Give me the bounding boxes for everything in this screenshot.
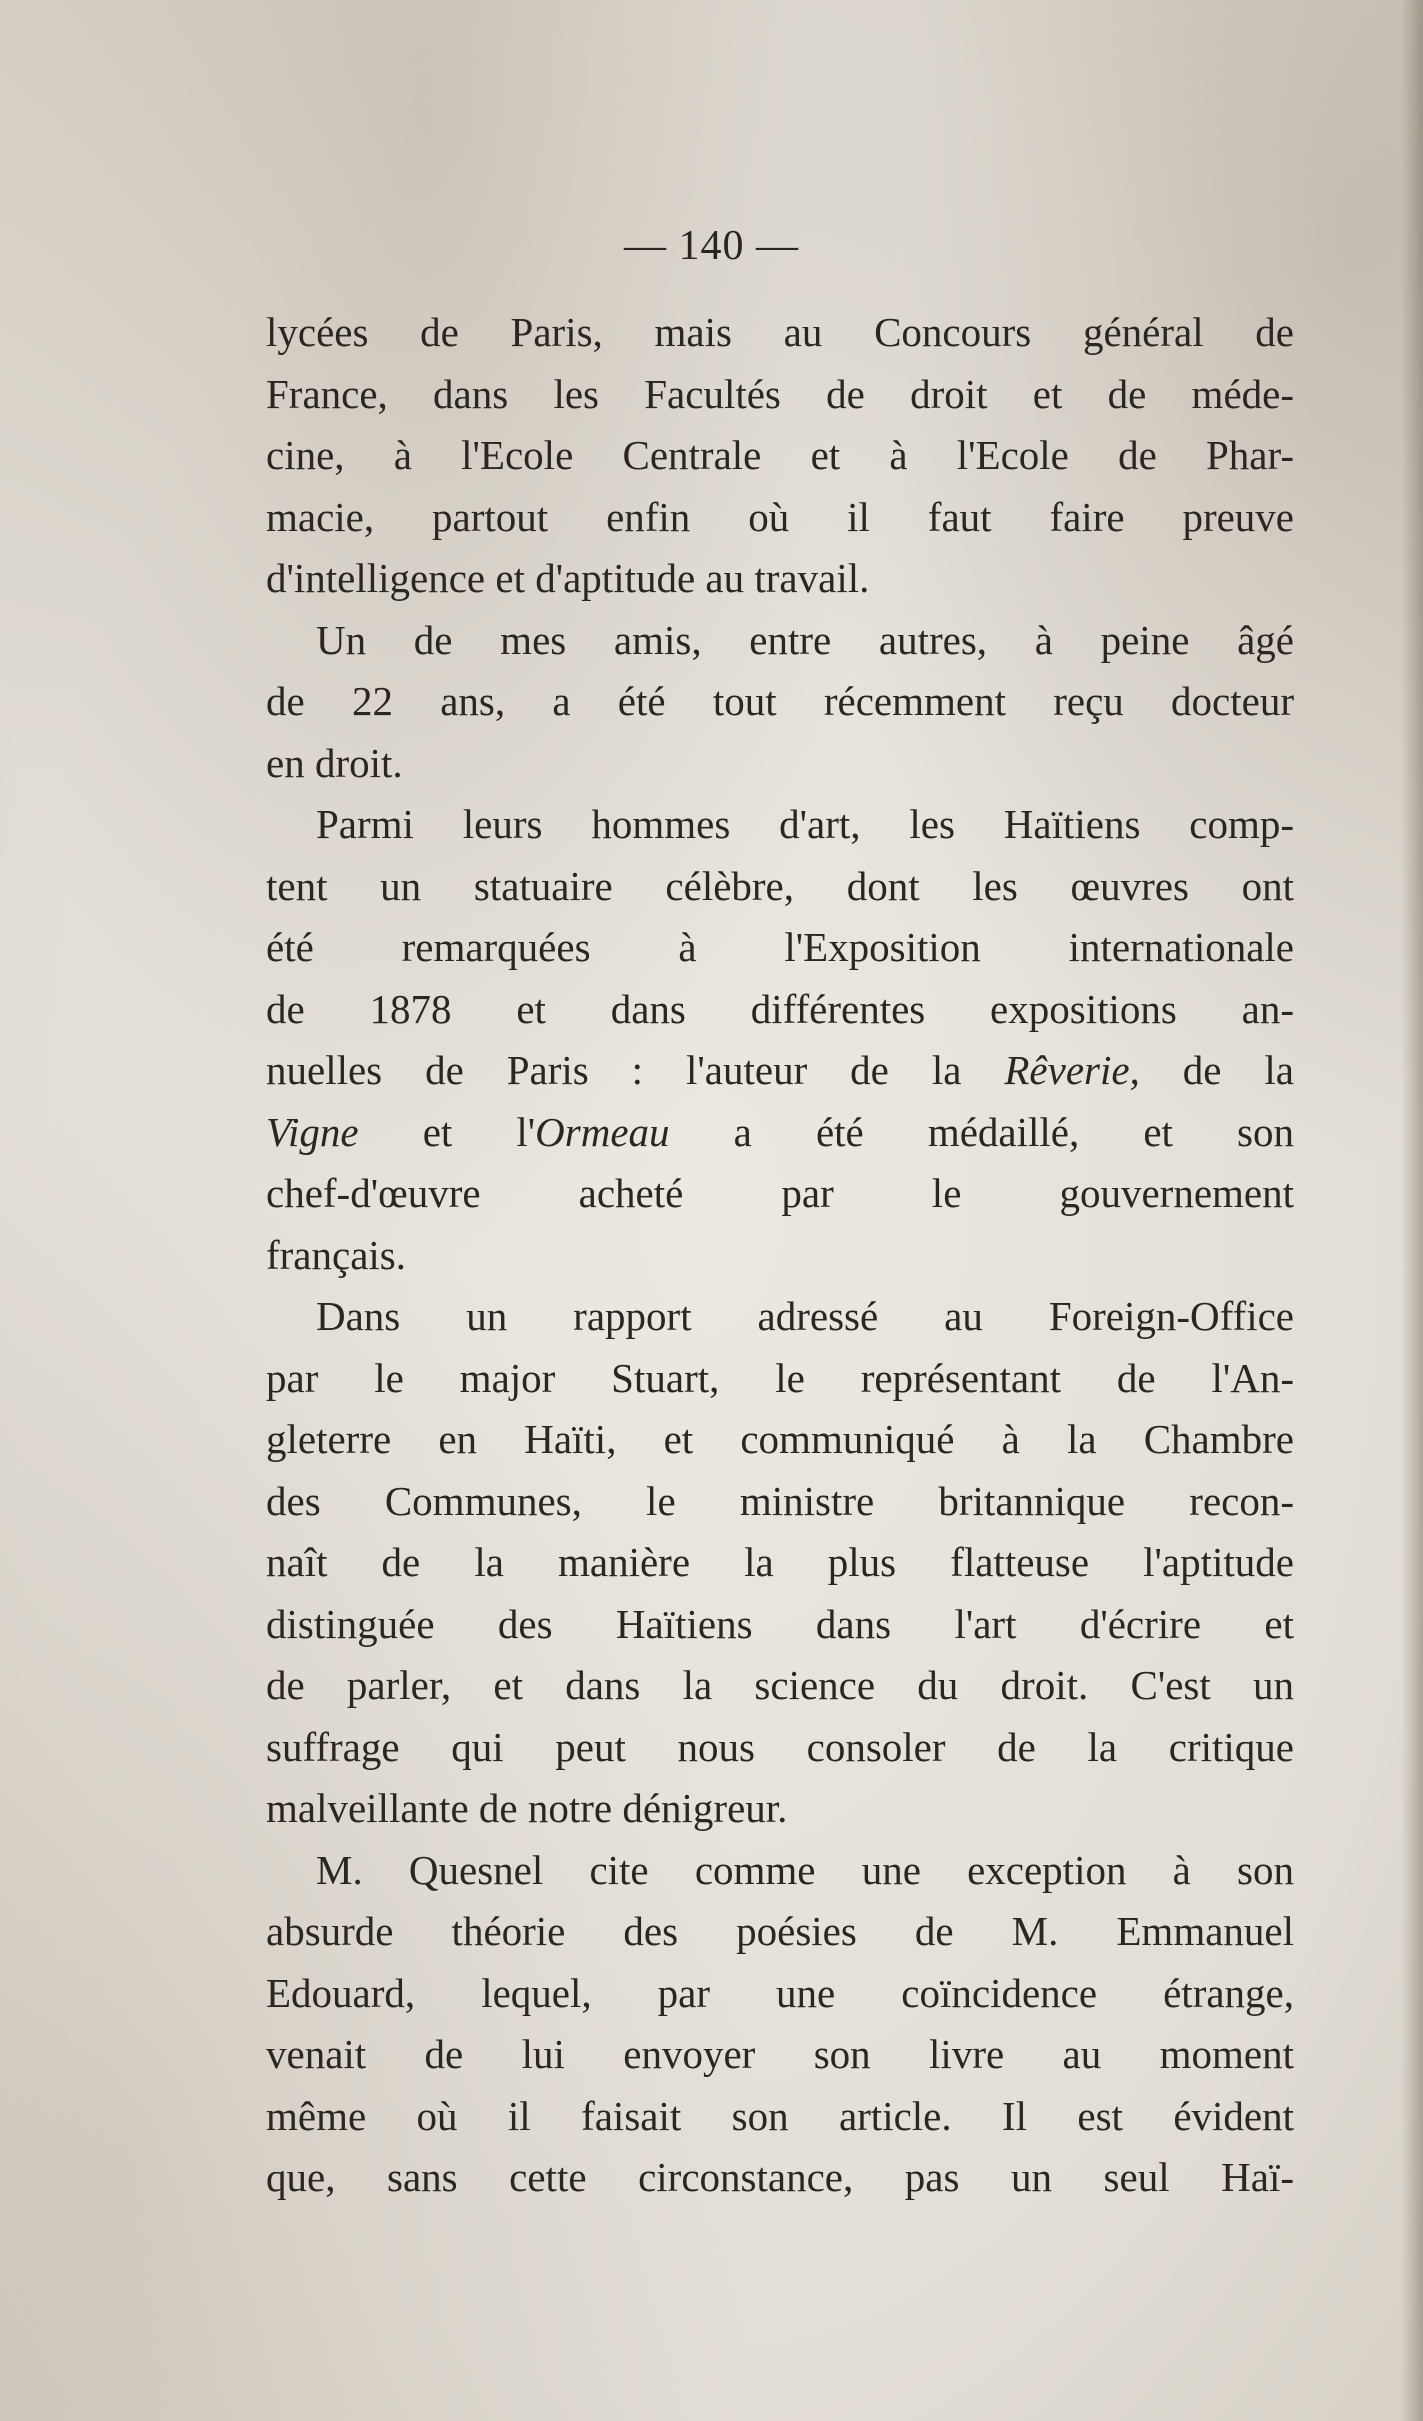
text-segment: et l' xyxy=(358,1108,536,1155)
page-edge-shadow xyxy=(1401,0,1423,2421)
text-line: des Communes, le ministre britannique recon- xyxy=(266,1477,1294,1524)
text-line: français. xyxy=(266,1231,406,1278)
text-line: chef-d'œuvre acheté par le gouvernement xyxy=(266,1170,1294,1216)
text-line: venait de lui envoyer son livre au moment xyxy=(266,2031,1294,2077)
text-line: de 1878 et dans différentes expositions an- xyxy=(266,985,1294,1032)
text-line: distinguée des Haïtiens dans l'art d'écrire et xyxy=(266,1600,1294,1647)
text-line: même où il faisait son article. Il est évident xyxy=(266,2092,1294,2139)
text-line: naît de la manière la plus flatteuse l'aptitude xyxy=(266,1539,1294,1585)
text-line: M. Quesnel cite comme une exception à son xyxy=(316,1846,1294,1893)
text-segment: de la xyxy=(1139,1047,1294,1093)
text-line: Dans un rapport adressé au Foreign-Office xyxy=(316,1293,1294,1339)
body-text xyxy=(266,302,1294,2209)
text-line: cine, à l'Ecole Centrale et à l'Ecole de Phar- xyxy=(266,432,1294,478)
text-line: Parmi leurs hommes d'art, les Haïtiens comp- xyxy=(316,801,1294,847)
text-line xyxy=(266,1102,1294,1164)
text-line xyxy=(266,1040,1294,1102)
text-line: en droit. xyxy=(266,739,403,786)
text-line: France, dans les Facultés de droit et de méde- xyxy=(266,370,1294,417)
text-line: de parler, et dans la science du droit. C'est un xyxy=(266,1662,1294,1708)
text-line: été remarquées à l'Exposition internationale xyxy=(266,924,1294,970)
text-line: Edouard, lequel, par une coïncidence étrange, xyxy=(266,1969,1294,2016)
text-line: par le major Stuart, le représentant de l'An- xyxy=(266,1354,1294,1401)
text-line: de 22 ans, a été tout récemment reçu docteur xyxy=(266,678,1294,724)
italic-title: Vigne xyxy=(266,1108,359,1155)
text-line: macie, partout enfin où il faut faire preuve xyxy=(266,493,1294,540)
italic-title: Rêverie, xyxy=(1004,1047,1140,1093)
text-segment: a été médaillé, et son xyxy=(669,1108,1294,1155)
page-number: — 140 — xyxy=(624,223,799,269)
text-line: gleterre en Haïti, et communiqué à la Chambre xyxy=(266,1416,1294,1462)
italic-title: Ormeau xyxy=(535,1108,670,1155)
text-line: absurde théorie des poésies de M. Emmanuel xyxy=(266,1908,1294,1954)
text-line: d'intelligence et d'aptitude au travail. xyxy=(266,555,870,601)
text-line: lycées de Paris, mais au Concours général de xyxy=(266,309,1294,355)
text-line: suffrage qui peut nous consoler de la critique xyxy=(266,1723,1294,1770)
text-line: malveillante de notre dénigreur. xyxy=(266,1785,788,1831)
text-line: tent un statuaire célèbre, dont les œuvres ont xyxy=(266,862,1294,909)
text-line: que, sans cette circonstance, pas un seul Haï- xyxy=(266,2154,1294,2200)
text-line: Un de mes amis, entre autres, à peine âgé xyxy=(316,616,1294,663)
text-segment: nuelles de Paris : l'auteur de la xyxy=(266,1047,1005,1093)
